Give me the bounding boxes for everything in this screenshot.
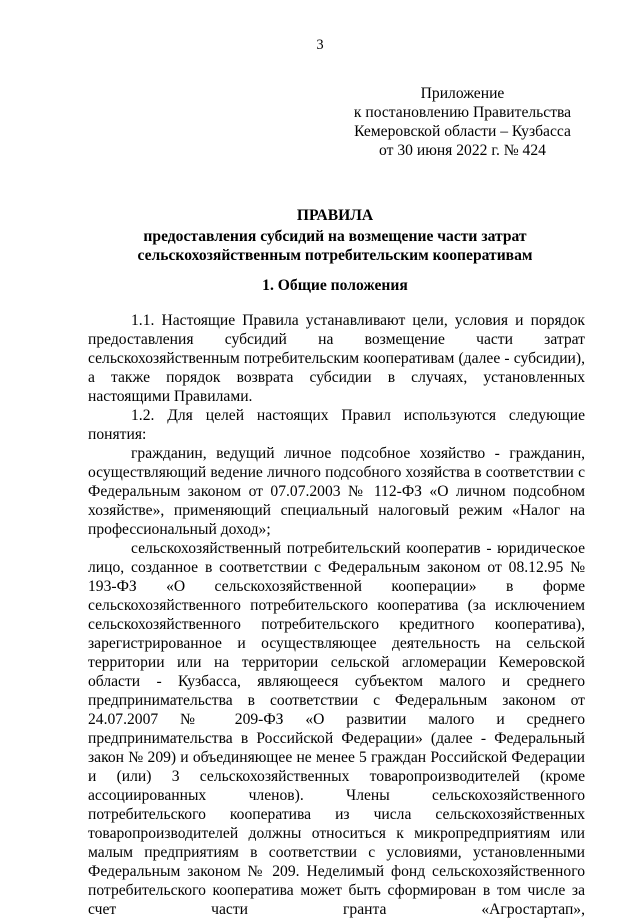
paragraph: сельскохозяйственный потребительский кооператив - юридическое лицо, созданное в соответствии с Федеральным законом от 08.12.95 № 193-ФЗ «О сельскохозяйственной кооперации» в форме сельскохозяйственного потребительского кооператива (за исключением сельскохозяйственного потребительского кредитного кооператива), зарегистрированное и осуществляющее деятельность на сельской территории или на территории сельской агломерации Кемеровской области - Кузбасса, являющееся субъектом малого и среднего предпринимательства в соответствии с Федеральным законом от 24.07.2007 № 209-ФЗ «О развитии малого и среднего предпринимательства в Российской Федерации» (далее - Федеральный закон № 209) и объединяющее не менее 5 граждан Российской Федерации и (или) 3 сельскохозяйственных товаропроизводителей (кроме ассоциированных членов). Члены сельскохозяйственного потребительского кооператива из числа сельскохозяйственных товаропроизводителей должны относиться к микропредприятиям или малым предприятиям в соответствии с условиями, установленными Федеральным законом № 209. Неделимый фонд сельскохозяйственного потребительского кооператива может быть сформирован в том числе за счет части гранта «Агростартап», (88, 540, 585, 918)
paragraph: 1.1. Настоящие Правила устанавливают цели, условия и порядок предоставления субсидий на возмещение части затрат сельскохозяйственным потребительским кооперативам (далее - субсидии), а также порядок возврата субсидии в случаях, установленных настоящими Правилами. (88, 312, 585, 405)
appendix-line: от 30 июня 2022 г. № 424 (379, 142, 546, 159)
appendix-line: Приложение (420, 85, 505, 102)
document-title (60, 206, 610, 265)
title-main: ПРАВИЛА (296, 207, 374, 224)
appendix-line: к постановлению Правительства (353, 104, 572, 121)
title-subtitle-line: предоставления субсидий на возмещение части затрат (143, 228, 527, 245)
page-number: 3 (316, 37, 324, 53)
section-heading: 1. Общие положения (262, 277, 408, 294)
paragraph: 1.2. Для целей настоящих Правил используются следующие понятия: (88, 407, 585, 443)
document-body (88, 311, 585, 919)
appendix-block (340, 84, 585, 160)
title-subtitle-line: сельскохозяйственным потребительским кооперативам (137, 247, 533, 264)
appendix-line: Кемеровской области – Кузбасса (354, 123, 571, 140)
paragraph: гражданин, ведущий личное подсобное хозяйство - гражданин, осуществляющий ведение личного подсобного хозяйства в соответствии с Федеральным законом от 07.07.2003 № 112-ФЗ «О личном подсобном хозяйстве», применяющий специальный налоговый режим «Налог на профессиональный доход»; (88, 445, 585, 538)
